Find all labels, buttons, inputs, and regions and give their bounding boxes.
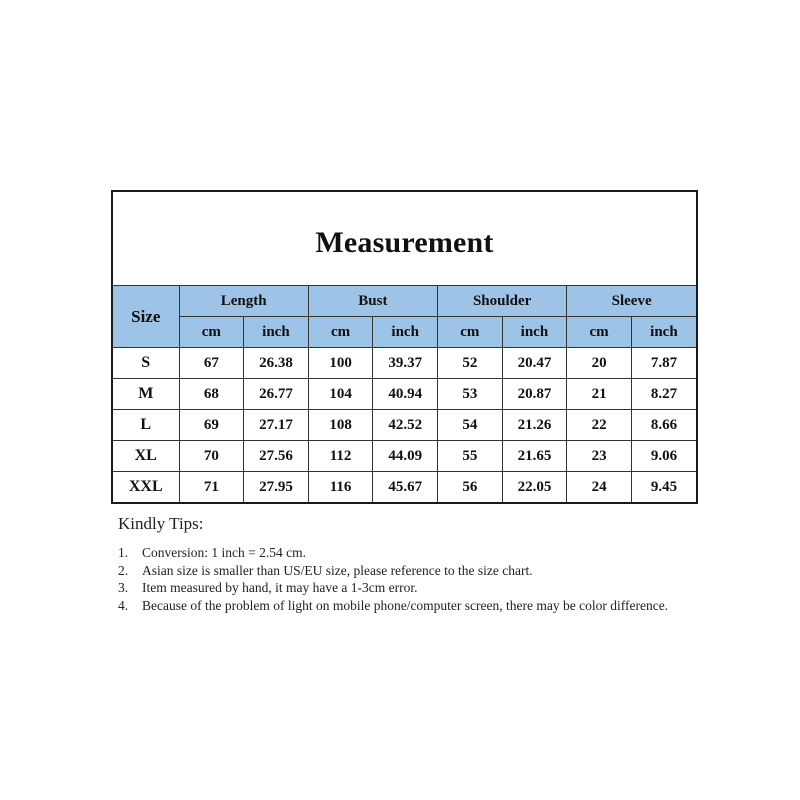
table-row xyxy=(113,410,696,441)
size-cell: M xyxy=(113,379,179,410)
value-cell: 21.26 xyxy=(502,410,567,441)
value-cell: 21 xyxy=(567,379,632,410)
header-sleeve: Sleeve xyxy=(567,286,696,317)
value-cell: 104 xyxy=(308,379,373,410)
value-cell: 45.67 xyxy=(373,472,438,503)
value-cell: 71 xyxy=(179,472,244,503)
header-unit: cm xyxy=(179,317,244,348)
value-cell: 112 xyxy=(308,441,373,472)
value-cell: 20 xyxy=(567,348,632,379)
value-cell: 26.38 xyxy=(244,348,309,379)
header-unit: inch xyxy=(373,317,438,348)
value-cell: 8.27 xyxy=(631,379,696,410)
table-row xyxy=(113,441,696,472)
value-cell: 22.05 xyxy=(502,472,567,503)
value-cell: 27.56 xyxy=(244,441,309,472)
table-row xyxy=(113,379,696,410)
header-row-units xyxy=(113,317,696,348)
value-cell: 20.87 xyxy=(502,379,567,410)
value-cell: 55 xyxy=(438,441,503,472)
header-unit: inch xyxy=(244,317,309,348)
measurement-table xyxy=(113,286,696,502)
header-unit: inch xyxy=(502,317,567,348)
value-cell: 54 xyxy=(438,410,503,441)
tip-item xyxy=(118,544,718,562)
size-cell: L xyxy=(113,410,179,441)
header-bust: Bust xyxy=(308,286,437,317)
tip-text: Item measured by hand, it may have a 1-3cm error. xyxy=(142,580,418,595)
tip-item xyxy=(118,562,718,580)
tip-item xyxy=(118,579,718,597)
tip-number: 4. xyxy=(118,597,129,613)
header-unit: cm xyxy=(308,317,373,348)
tip-item xyxy=(118,597,718,615)
value-cell: 39.37 xyxy=(373,348,438,379)
header-length: Length xyxy=(179,286,308,317)
value-cell: 27.17 xyxy=(244,410,309,441)
value-cell: 67 xyxy=(179,348,244,379)
value-cell: 23 xyxy=(567,441,632,472)
header-size: Size xyxy=(113,286,179,348)
value-cell: 42.52 xyxy=(373,410,438,441)
chart-title: Measurement xyxy=(113,192,696,286)
value-cell: 69 xyxy=(179,410,244,441)
value-cell: 108 xyxy=(308,410,373,441)
value-cell: 40.94 xyxy=(373,379,438,410)
value-cell: 24 xyxy=(567,472,632,503)
value-cell: 9.06 xyxy=(631,441,696,472)
value-cell: 9.45 xyxy=(631,472,696,503)
tips-section xyxy=(118,514,718,614)
header-shoulder: Shoulder xyxy=(438,286,567,317)
value-cell: 44.09 xyxy=(373,441,438,472)
header-unit: cm xyxy=(567,317,632,348)
tip-number: 1. xyxy=(118,545,129,560)
value-cell: 27.95 xyxy=(244,472,309,503)
value-cell: 116 xyxy=(308,472,373,503)
value-cell: 68 xyxy=(179,379,244,410)
tip-number: 2. xyxy=(118,562,129,578)
value-cell: 8.66 xyxy=(631,410,696,441)
value-cell: 100 xyxy=(308,348,373,379)
tip-text: Asian size is smaller than US/EU size, please reference to the size chart. xyxy=(142,562,533,578)
value-cell: 53 xyxy=(438,379,503,410)
value-cell: 52 xyxy=(438,348,503,379)
value-cell: 21.65 xyxy=(502,441,567,472)
value-cell: 7.87 xyxy=(631,348,696,379)
size-chart xyxy=(111,190,698,504)
tips-title: Kindly Tips: xyxy=(118,514,204,533)
table-row xyxy=(113,348,696,379)
table-row xyxy=(113,472,696,503)
tip-number: 3. xyxy=(118,580,129,595)
header-row-groups xyxy=(113,286,696,317)
header-unit: inch xyxy=(631,317,696,348)
size-cell: S xyxy=(113,348,179,379)
value-cell: 26.77 xyxy=(244,379,309,410)
tip-text: Conversion: 1 inch = 2.54 cm. xyxy=(142,545,306,560)
size-cell: XXL xyxy=(113,472,179,503)
value-cell: 20.47 xyxy=(502,348,567,379)
value-cell: 56 xyxy=(438,472,503,503)
value-cell: 70 xyxy=(179,441,244,472)
tips-list xyxy=(118,544,718,614)
value-cell: 22 xyxy=(567,410,632,441)
header-unit: cm xyxy=(438,317,503,348)
size-cell: XL xyxy=(113,441,179,472)
tip-text: Because of the problem of light on mobile phone/computer screen, there may be color difference. xyxy=(142,597,669,613)
